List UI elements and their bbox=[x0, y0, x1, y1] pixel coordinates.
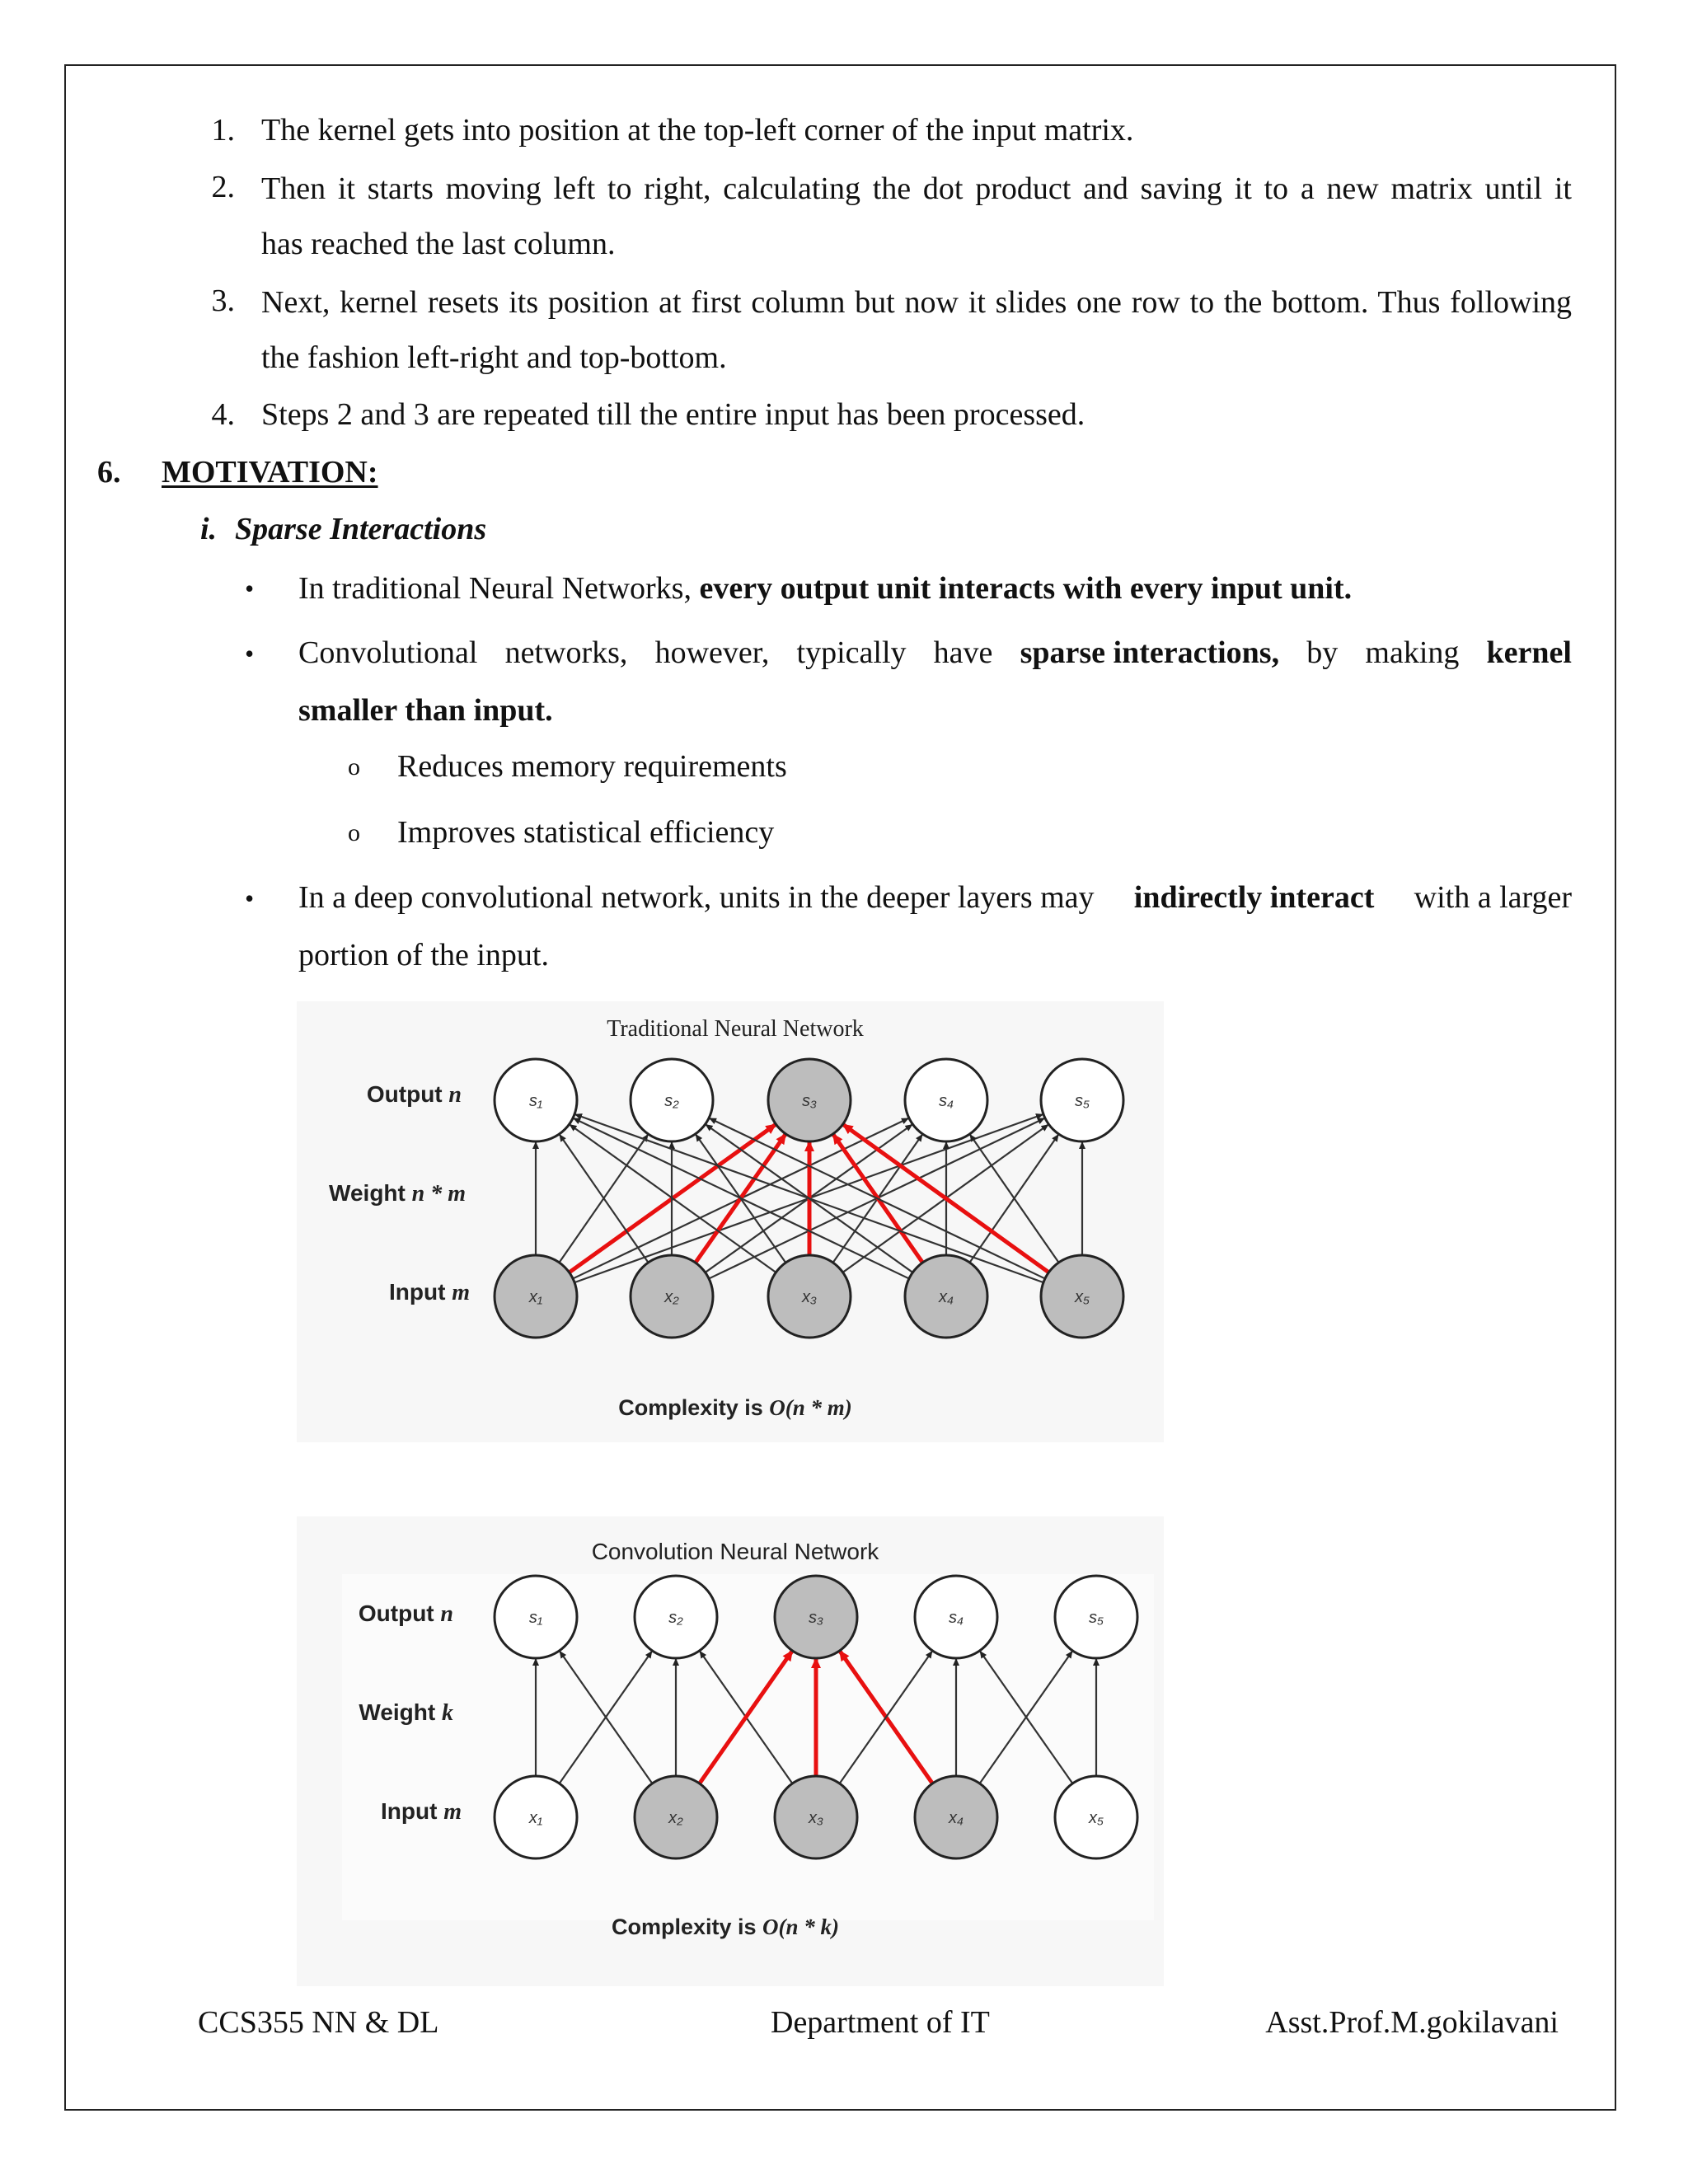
output-node bbox=[635, 1576, 717, 1658]
svg-text:x₂: x₂ bbox=[668, 1809, 683, 1827]
output-node bbox=[775, 1576, 857, 1658]
svg-text:x₁: x₁ bbox=[528, 1288, 543, 1306]
label-weight: Weight n * m bbox=[329, 1180, 466, 1207]
input-node bbox=[1055, 1776, 1137, 1858]
subsection-title: Sparse Interactions bbox=[235, 512, 487, 546]
footer-department: Department of IT bbox=[771, 2005, 990, 2040]
label-output: Output n bbox=[366, 1081, 462, 1108]
svg-text:x₄: x₄ bbox=[938, 1288, 954, 1306]
figure-title: Convolution Neural Network bbox=[591, 1539, 879, 1564]
bullet-icon: • bbox=[245, 883, 255, 913]
sub-bullet-icon: o bbox=[348, 819, 360, 846]
figure-title: Traditional Neural Network bbox=[607, 1016, 864, 1042]
output-node bbox=[495, 1059, 577, 1141]
input-node bbox=[905, 1255, 987, 1338]
svg-text:s₂: s₂ bbox=[668, 1609, 683, 1627]
step-text: has reached the last column. bbox=[261, 227, 616, 261]
step-text: The kernel gets into position at the top-left corner of the input matrix. bbox=[261, 113, 1134, 148]
sub-bullet-text: Reduces memory requirements bbox=[397, 749, 787, 784]
svg-text:x₃: x₃ bbox=[809, 1809, 823, 1827]
input-node bbox=[631, 1255, 713, 1338]
input-node bbox=[495, 1776, 577, 1858]
svg-text:s₁: s₁ bbox=[528, 1092, 543, 1110]
output-node bbox=[768, 1059, 851, 1141]
svg-text:s₃: s₃ bbox=[802, 1092, 817, 1110]
step-text: the fashion left-right and top-bottom. bbox=[261, 340, 727, 375]
subsection-number: i. bbox=[200, 512, 218, 546]
step-number: 4. bbox=[211, 397, 235, 432]
svg-text:s₄: s₄ bbox=[948, 1609, 964, 1627]
label-output: Output n bbox=[358, 1601, 453, 1627]
svg-text:s₃: s₃ bbox=[809, 1609, 823, 1627]
svg-text:x₅: x₅ bbox=[1074, 1288, 1090, 1306]
bullet-icon: • bbox=[245, 574, 255, 603]
label-weight: Weight k bbox=[359, 1699, 453, 1726]
output-node bbox=[905, 1059, 987, 1141]
input-node bbox=[775, 1776, 857, 1858]
svg-text:x₂: x₂ bbox=[664, 1288, 679, 1306]
output-node bbox=[915, 1576, 997, 1658]
step-text: Then it starts moving left to right, calculating the dot product and saving it to a new matrix until it bbox=[261, 171, 1572, 206]
step-text: Steps 2 and 3 are repeated till the entire input has been processed. bbox=[261, 397, 1085, 432]
figure-traditional-nn bbox=[297, 1001, 1164, 1442]
figure-convolution-nn bbox=[297, 1516, 1164, 1986]
bullet-text-continued: smaller than input. bbox=[298, 693, 553, 728]
output-node bbox=[1041, 1059, 1123, 1141]
input-node bbox=[768, 1255, 851, 1338]
step-number: 1. bbox=[211, 113, 235, 148]
bullet-text-continued: portion of the input. bbox=[298, 938, 549, 972]
label-input: Input m bbox=[389, 1279, 470, 1305]
svg-text:s₁: s₁ bbox=[528, 1609, 543, 1627]
complexity-label: Complexity is O(n * m) bbox=[618, 1395, 852, 1420]
svg-text:x₄: x₄ bbox=[948, 1809, 964, 1827]
svg-text:x₅: x₅ bbox=[1088, 1809, 1104, 1827]
output-node bbox=[1055, 1576, 1137, 1658]
output-node bbox=[631, 1059, 713, 1141]
sub-bullet-icon: o bbox=[348, 753, 360, 780]
svg-text:s₅: s₅ bbox=[1088, 1609, 1104, 1627]
svg-text:s₅: s₅ bbox=[1074, 1092, 1090, 1110]
input-node bbox=[495, 1255, 577, 1338]
sub-bullet-text: Improves statistical efficiency bbox=[397, 815, 775, 850]
svg-text:s₂: s₂ bbox=[664, 1092, 679, 1110]
bullet-text: In a deep convolutional network, units in the deeper layers may indirectly interact with a larger bbox=[298, 880, 1572, 915]
bullet-icon: • bbox=[245, 639, 255, 668]
bullet-text: Convolutional networks, however, typically have sparse interactions, by making kernel bbox=[298, 635, 1572, 670]
svg-text:x₁: x₁ bbox=[528, 1809, 543, 1827]
footer-course: CCS355 NN & DL bbox=[198, 2005, 439, 2040]
svg-text:x₃: x₃ bbox=[802, 1288, 817, 1306]
bullet-text: In traditional Neural Networks, every output unit interacts with every input unit. bbox=[298, 571, 1353, 606]
input-node bbox=[635, 1776, 717, 1858]
step-number: 2. bbox=[211, 170, 235, 204]
section-title: MOTIVATION: bbox=[162, 455, 378, 490]
step-number: 3. bbox=[211, 284, 235, 318]
input-node bbox=[1041, 1255, 1123, 1338]
section-number: 6. bbox=[97, 455, 121, 490]
input-node bbox=[915, 1776, 997, 1858]
complexity-label: Complexity is O(n * k) bbox=[611, 1915, 840, 1939]
svg-text:s₄: s₄ bbox=[938, 1092, 954, 1110]
label-input: Input m bbox=[381, 1798, 462, 1825]
step-text: Next, kernel resets its position at first column but now it slides one row to the bottom. Thus following bbox=[261, 285, 1572, 320]
footer-author: Asst.Prof.M.gokilavani bbox=[1265, 2005, 1559, 2040]
output-node bbox=[495, 1576, 577, 1658]
